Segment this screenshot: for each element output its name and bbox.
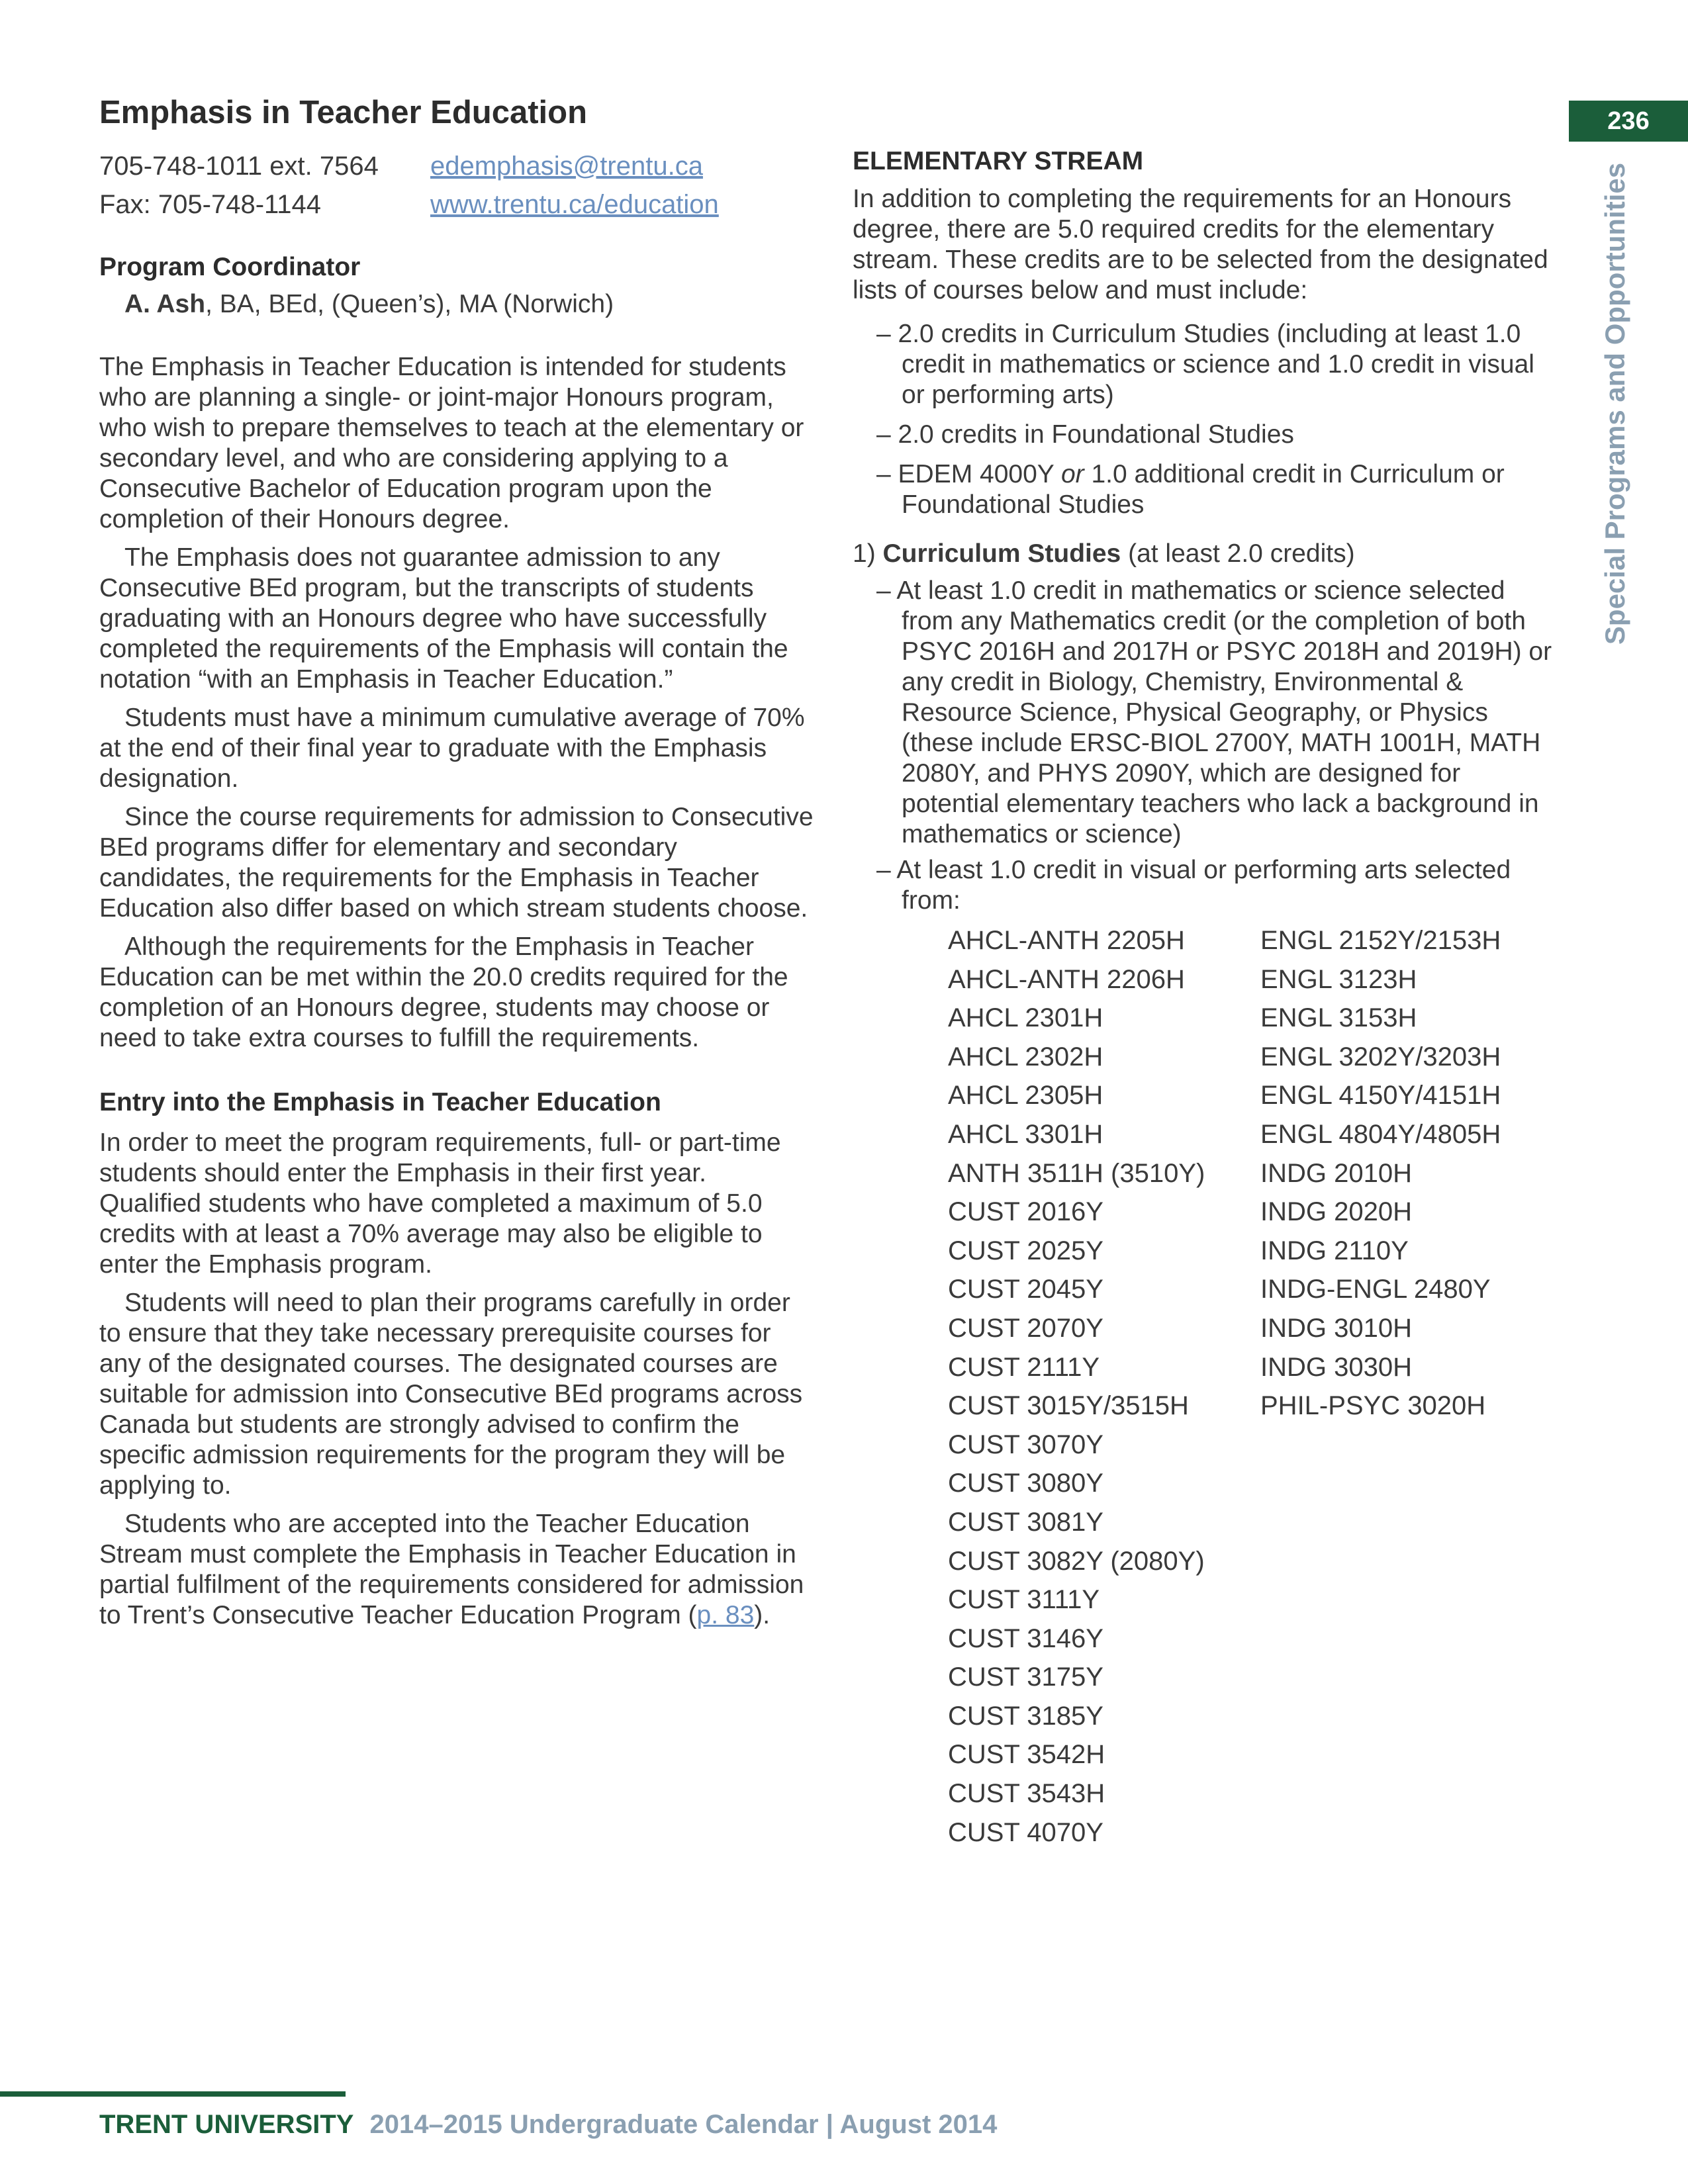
website-link[interactable]: www.trentu.ca/education (430, 190, 719, 219)
course-code: AHCL-ANTH 2206H (948, 964, 1185, 994)
entry-paragraph-3-text: Students who are accepted into the Teacher Education Stream must complete the Emphasis in Teacher Education in partial fulfilment of the requirements considered for admission to Trent’s Consecutive Teacher Education Program ( (99, 1510, 804, 1629)
course-code: ENGL 3153H (1260, 1003, 1417, 1033)
requirement-text-end: 1.0 additional credit in Curriculum or Foundational Studies (902, 460, 1505, 519)
curriculum-item: – At least 1.0 credit in visual or performing arts selected from: (876, 856, 1511, 915)
entry-paragraph-3 (99, 1509, 814, 1631)
course-code: ENGL 3123H (1260, 964, 1417, 994)
course-code: CUST 2111Y (948, 1352, 1100, 1382)
course-code: CUST 3175Y (948, 1662, 1103, 1692)
requirement-item: – 2.0 credits in Foundational Studies (876, 420, 1294, 449)
course-code: INDG 2110Y (1260, 1236, 1409, 1265)
course-code: AHCL 2302H (948, 1042, 1103, 1071)
course-code: CUST 3542H (948, 1740, 1105, 1770)
right-column (853, 144, 1554, 1852)
page-title: Emphasis in Teacher Education (99, 95, 588, 130)
course-code: PHIL-PSYC 3020H (1260, 1391, 1486, 1421)
intro-paragraph-5: Although the requirements for the Emphasis in Teacher Education can be met within the 20.0 credits required for the completion of an Honours degree, students may choose or need to take extra courses to fulfill the requirements. (99, 933, 788, 1052)
course-code: ENGL 4150Y/4151H (1260, 1081, 1501, 1111)
intro-paragraph-1: The Emphasis in Teacher Education is intended for students who are planning a single- or joint-major Honours program, who wish to prepare themselves to teach at the elementary or secondary level, and who are considering applying to a Consecutive Bachelor of Education program upon the completion of their Honours degree. (99, 353, 804, 533)
fax-number: Fax: 705-748-1144 (99, 190, 322, 219)
intro-paragraph-4: Since the course requirements for admission to Consecutive BEd programs differ for elementary and secondary candidates, the requirements for the Emphasis in Teacher Education also differ based on which stream students choose. (99, 803, 814, 923)
side-section-title (1589, 162, 1642, 645)
page-number: 236 (1569, 101, 1688, 142)
course-code: CUST 3111Y (948, 1585, 1100, 1615)
coordinator-credentials: , BA, BEd, (Queen’s), MA (Norwich) (205, 290, 614, 318)
course-code: AHCL-ANTH 2205H (948, 926, 1185, 955)
course-code: AHCL 2305H (948, 1081, 1103, 1111)
entry-paragraph-1: In order to meet the program requirements, full- or part-time students should enter the Emphasis in their first year. Qualified students who have completed a maximum of 5.0 credits with at least a 70% average may also be eligible to enter the Emphasis program. (99, 1128, 781, 1279)
footer-rule (0, 2091, 346, 2097)
requirement-item (853, 459, 1554, 520)
requirement-or: or (1060, 460, 1084, 488)
curriculum-studies-heading (853, 537, 1554, 570)
left-column (99, 93, 814, 1631)
course-code: INDG 3030H (1260, 1352, 1412, 1382)
course-code: CUST 2070Y (948, 1313, 1103, 1343)
elementary-intro: In addition to completing the requirements for an Honours degree, there are 5.0 required credits for the elementary stream. These credits are to be selected from the designated lists of courses below and must include: (853, 185, 1548, 304)
page-reference-link[interactable]: p. 83 (696, 1601, 755, 1629)
course-code: ANTH 3511H (3510Y) (948, 1158, 1205, 1188)
entry-paragraph-2: Students will need to plan their programs carefully in order to ensure that they take necessary prerequisite courses for any of the designated courses. The designated courses are suitable for admission into Consecutive BEd programs across Canada but students are strongly advised to confirm the specific admission requirements for the program they will be applying to. (99, 1289, 803, 1500)
requirement-item: – 2.0 credits in Curriculum Studies (including at least 1.0 credit in mathematics or science and 1.0 credit in visual or performing arts) (876, 320, 1534, 409)
course-code: AHCL 2301H (948, 1003, 1103, 1033)
course-code: CUST 3081Y (948, 1507, 1103, 1537)
curriculum-item: – At least 1.0 credit in mathematics or science selected from any Mathematics credit (or the completion of both PSYC 2016H and 2017H or PSYC 2018H and 2019H) or any credit in Biology, Chemistry, Environmental & Resource Science, Physical Geography, or Physics (these include ERSC-BIOL 2700Y, MATH 1001H, MATH 2080Y, and PHYS 2090Y, which are designed for potential elementary teachers who lack a background in mathematics or science) (876, 576, 1552, 848)
course-code: INDG-ENGL 2480Y (1260, 1275, 1491, 1304)
footer (99, 2110, 997, 2140)
course-list (948, 921, 1554, 1852)
course-code: CUST 2016Y (948, 1197, 1103, 1227)
requirement-text: – EDEM 4000Y (876, 460, 1061, 488)
course-code: CUST 2045Y (948, 1275, 1103, 1304)
course-code: INDG 3010H (1260, 1313, 1412, 1343)
curriculum-credits: (at least 2.0 credits) (1121, 539, 1355, 568)
course-code: ENGL 4804Y/4805H (1260, 1119, 1501, 1149)
course-code: CUST 3146Y (948, 1623, 1103, 1653)
course-code: CUST 2025Y (948, 1236, 1103, 1265)
intro-paragraph-3: Students must have a minimum cumulative average of 70% at the end of their final year to graduate with the Emphasis designation. (99, 704, 805, 793)
entry-heading: Entry into the Emphasis in Teacher Education (99, 1088, 661, 1116)
elementary-requirements (853, 319, 1554, 520)
course-code: INDG 2020H (1260, 1197, 1412, 1227)
course-code: CUST 3080Y (948, 1469, 1103, 1498)
course-code: CUST 3015Y/3515H (948, 1391, 1189, 1421)
course-code: CUST 3082Y (2080Y) (948, 1546, 1205, 1576)
coordinator-name: A. Ash (124, 290, 206, 318)
side-section-title-text: Special Programs and Opportunities (1599, 162, 1630, 645)
course-code: ENGL 3202Y/3203H (1260, 1042, 1501, 1071)
course-code: CUST 4070Y (948, 1817, 1103, 1847)
course-code: ENGL 2152Y/2153H (1260, 926, 1501, 955)
entry-paragraph-3-end: ). (754, 1601, 771, 1629)
footer-calendar: 2014–2015 Undergraduate Calendar | August 2014 (369, 2110, 998, 2139)
course-column-1 (948, 921, 1260, 1852)
course-code: CUST 3543H (948, 1779, 1105, 1809)
footer-university: TRENT UNIVERSITY (99, 2110, 354, 2139)
curriculum-items (853, 576, 1554, 916)
coordinator-name-line (99, 285, 814, 324)
course-code: INDG 2010H (1260, 1158, 1412, 1188)
curriculum-title: Curriculum Studies (882, 539, 1121, 568)
course-code: CUST 3185Y (948, 1701, 1103, 1731)
course-code: AHCL 3301H (948, 1119, 1103, 1149)
email-link[interactable]: edemphasis@trentu.ca (430, 152, 703, 181)
course-code: CUST 3070Y (948, 1430, 1103, 1459)
phone-number: 705-748-1011 ext. 7564 (99, 152, 379, 181)
contact-info (99, 147, 814, 224)
course-column-2 (1260, 921, 1525, 1852)
intro-paragraph-2: The Emphasis does not guarantee admission to any Consecutive BEd program, but the transcripts of students graduating with an Honours degree who have successfully completed the requirements of the Emphasis will contain the notation “with an Emphasis in Teacher Education.” (99, 543, 788, 694)
coordinator-heading: Program Coordinator (99, 253, 361, 281)
curriculum-number: 1) (853, 539, 883, 568)
elementary-stream-heading: ELEMENTARY STREAM (853, 147, 1144, 175)
